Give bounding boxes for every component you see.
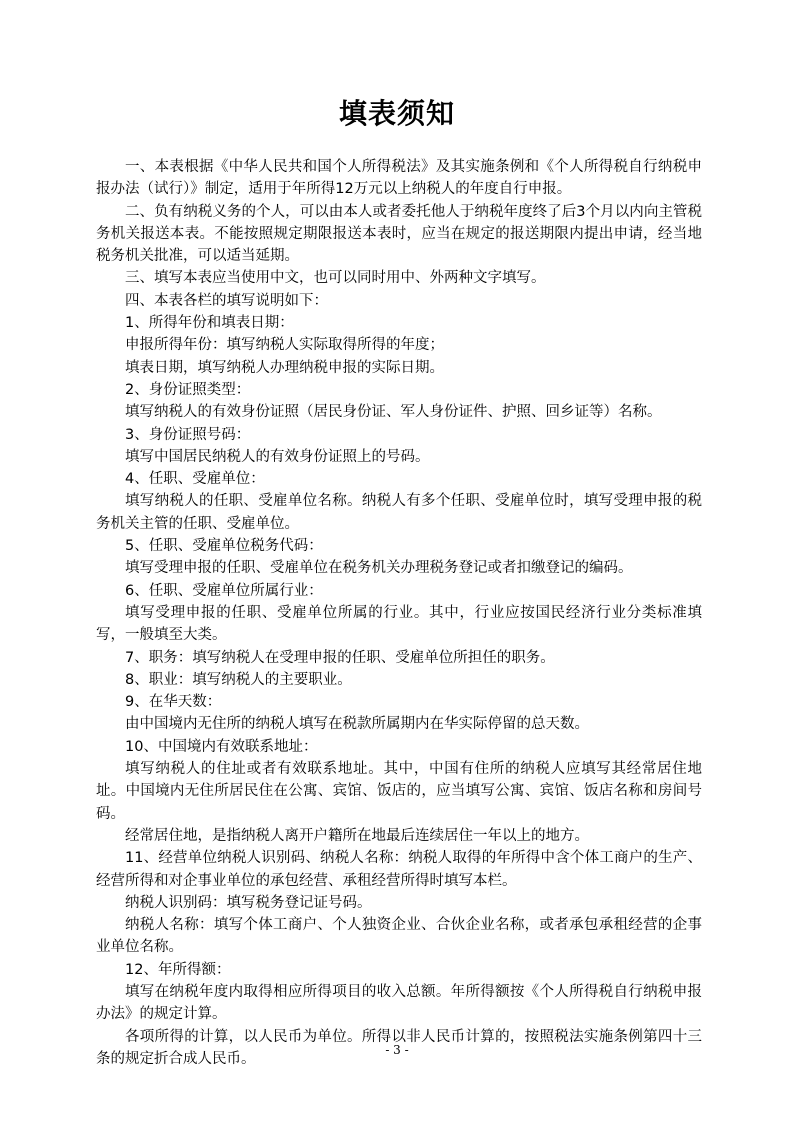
instruction-paragraph: 申报所得年份：填写纳税人实际取得所得的年度；: [125, 337, 444, 354]
instruction-paragraph: 2、身份证照类型：: [125, 381, 251, 398]
instruction-paragraph: 4、任职、受雇单位：: [125, 471, 265, 488]
instruction-paragraph: 各项所得的计算，以人民币为单位。所得以非人民币计算的，按照税法实施条例第四十三条的规定折合成人民币。: [96, 1028, 702, 1067]
instruction-paragraph: 12、年所得额：: [125, 961, 231, 978]
instruction-paragraph: 填写受理申报的任职、受雇单位所属的行业。其中，行业应按国民经济行业分类标准填写，一般填至大类。: [96, 604, 702, 644]
instruction-paragraph: 6、任职、受雇单位所属行业：: [125, 582, 323, 599]
instruction-paragraph: 填写受理申报的任职、受雇单位在税务机关办理税务登记或者扣缴登记的编码。: [125, 560, 633, 577]
instruction-paragraph: 填表日期，填写纳税人办理纳税申报的实际日期。: [125, 359, 444, 376]
page-title: 填表须知: [338, 97, 455, 130]
instruction-paragraph: 二、负有纳税义务的个人，可以由本人或者委托他人于纳税年度终了后3个月以内向主管税务机关报送本表。不能按照规定期限报送本表时，应当在规定的报送期限内提出申请，经当地税务机关批准，可以适当延期。: [96, 203, 702, 265]
instruction-paragraph: 填写纳税人的住址或者有效联系地址。其中，中国有住所的纳税人应填写其经常居住地址。中国境内无住所居民住在公寓、宾馆、饭店的，应当填写公寓、宾馆、饭店名称和房间号码。: [96, 761, 702, 822]
instruction-paragraph: 填写纳税人的有效身份证照（居民身份证、军人身份证件、护照、回乡证等）名称。: [125, 404, 662, 421]
instruction-paragraph: 7、职务：填写纳税人在受理申报的任职、受雇单位所担任的职务。: [125, 649, 555, 666]
instruction-paragraph: 5、任职、受雇单位税务代码：: [125, 538, 323, 555]
instruction-paragraph: 9、在华天数：: [125, 694, 222, 711]
instruction-paragraph: 填写在纳税年度内取得相应所得项目的收入总额。年所得额按《个人所得税自行纳税申报办法》的规定计算。: [96, 983, 702, 1023]
instruction-paragraph: 纳税人名称：填写个体工商户、个人独资企业、合伙企业名称，或者承包承租经营的企事业单位名称。: [96, 917, 702, 956]
instruction-paragraph: 11、经营单位纳税人识别码、纳税人名称：纳税人取得的年所得中含个体工商户的生产、经营所得和对企事业单位的承包经营、承租经营所得时填写本栏。: [96, 850, 702, 889]
instruction-paragraph: 经常居住地，是指纳税人离开户籍所在地最后连续居住一年以上的地方。: [125, 827, 589, 844]
instruction-paragraph: 三、填写本表应当使用中文，也可以同时用中、外两种文字填写。: [125, 270, 546, 287]
instructions-body: [96, 156, 702, 1070]
instruction-paragraph: 3、身份证照号码：: [125, 426, 251, 443]
instruction-paragraph: 由中国境内无住所的纳税人填写在税款所属期内在华实际停留的总天数。: [125, 716, 589, 733]
instruction-paragraph: 纳税人识别码：填写税务登记证号码。: [125, 894, 372, 911]
instruction-paragraph: 填写中国居民纳税人的有效身份证照上的号码。: [125, 448, 430, 465]
instruction-paragraph: 8、职业：填写纳税人的主要职业。: [125, 671, 352, 688]
page-number: - 3 -: [385, 1043, 409, 1057]
instruction-paragraph: 1、所得年份和填表日期：: [125, 315, 294, 332]
instruction-paragraph: 四、本表各栏的填写说明如下：: [125, 292, 328, 309]
instruction-paragraph: 填写纳税人的任职、受雇单位名称。纳税人有多个任职、受雇单位时，填写受理申报的税务机关主管的任职、受雇单位。: [96, 493, 702, 532]
instruction-paragraph: 一、本表根据《中华人民共和国个人所得税法》及其实施条例和《个人所得税自行纳税申报办法（试行）》制定，适用于年所得12万元以上纳税人的年度自行申报。: [96, 159, 702, 198]
instruction-paragraph: 10、中国境内有效联系地址：: [125, 738, 318, 755]
